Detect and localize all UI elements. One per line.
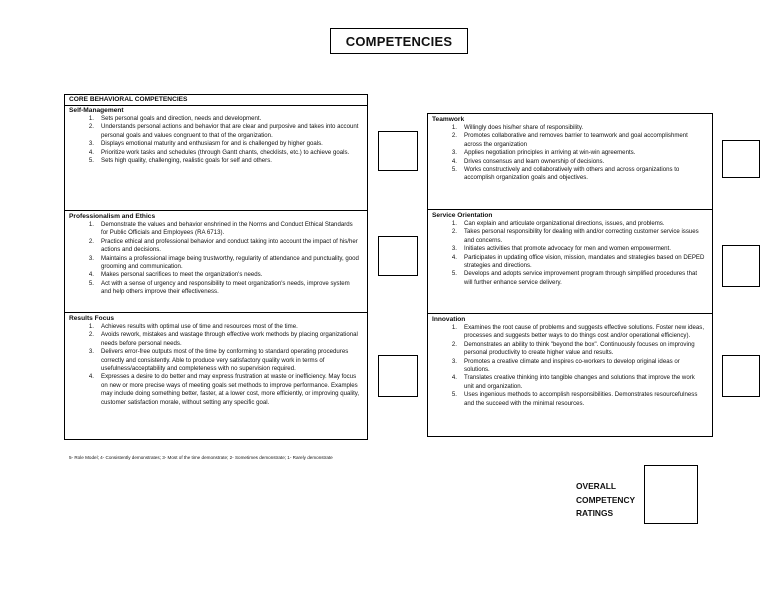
list-item: 2. Practice ethical and professional behavior and conduct taking into account the impact of his/her actions and decisions. bbox=[88, 237, 358, 254]
overall-rating-box[interactable] bbox=[644, 465, 698, 524]
section-self-management bbox=[65, 105, 367, 210]
section-service-orientation bbox=[428, 209, 712, 314]
list-item: 1. Can explain and articulate organizational directions, issues, and problems. bbox=[451, 220, 665, 227]
professionalism-ethics-rating-box[interactable] bbox=[378, 236, 418, 276]
list-item: 1. Sets personal goals and direction, needs and development. bbox=[88, 115, 262, 122]
page-title: COMPETENCIES bbox=[330, 28, 468, 54]
list-item: 4. Participates in updating office vision, mission, mandates and strategies based on DEPED strategies and directions. bbox=[451, 253, 705, 270]
list-item: 5. Sets high quality, challenging, realistic goals for self and others. bbox=[88, 157, 272, 165]
overall-rating-label: OVERALL COMPETENCY RATINGS bbox=[576, 481, 636, 518]
list-item: 4. Translates creative thinking into tangible changes and solutions that improve the work unit and organization. bbox=[451, 374, 695, 390]
list-item: 4. Expresses a desire to do better and may express frustration at waste or inefficiency. May focus on new or more precise ways of meeting goals set methods to improve performance. Examples may include doing something better, faster, at a lower cost, more efficiently, or improving quality, customer satisfaction morale, without setting any specific goal. bbox=[88, 373, 360, 406]
list-item: 5. Act with a sense of urgency and responsibility to meet organization's needs, improve system and help others improve their effectiveness. bbox=[88, 279, 350, 296]
list-item: 3. Promotes a creative climate and inspires co-workers to develop original ideas or solutions. bbox=[451, 357, 680, 374]
list-item: 5. Works constructively and collaboratively with others and across organizations to accomplish organization goals and objectives. bbox=[451, 166, 680, 182]
list-item: 2. Takes personal responsibility for dealing with and/or correcting customer service issues and concerns. bbox=[451, 228, 699, 244]
list-item: 1. Examines the root cause of problems and suggests effective solutions. Foster new ideas, processes and suggests better ways to do things cost and/or operational efficiency). bbox=[451, 324, 705, 340]
list-item: 4. Prioritize work tasks and schedules (through Gantt chants, checklists, etc.) to achieve goals. bbox=[88, 148, 350, 156]
list-item: 3. Delivers error-free outputs most of the time by conforming to standard operating procedures correctly and consistently. Able to produce very satisfactory quality work in terms of usefulness/acceptability and completeness with no supervision required. bbox=[88, 348, 349, 373]
section-results-focus bbox=[65, 312, 367, 440]
list-item: 3. Applies negotiation principles in arriving at win-win agreements. bbox=[451, 149, 636, 157]
section-title: Teamwork bbox=[432, 116, 465, 123]
list-item: 3. Displays emotional maturity and enthusiasm for and is challenged by higher goals. bbox=[88, 140, 323, 148]
section-professionalism-ethics bbox=[65, 210, 367, 313]
section-title: Self-Management bbox=[69, 107, 124, 114]
item-list bbox=[428, 324, 712, 408]
self-management-rating-box[interactable] bbox=[378, 131, 418, 171]
list-item: 5. Develops and adopts service improvement program through simplified procedures that will further enhance service delivery. bbox=[451, 270, 698, 286]
item-list bbox=[65, 323, 367, 407]
list-item: 2. Demonstrates an ability to think "beyond the box". Continuously focuses on improving personal productivity to create higher value and results. bbox=[451, 340, 695, 357]
core-competencies-left-panel bbox=[64, 94, 368, 440]
list-item: 4. Drives consensus and learn ownership of decisions. bbox=[451, 157, 605, 165]
item-list bbox=[65, 115, 367, 165]
list-item: 1. Achieves results with optimal use of time and resources most of the time. bbox=[88, 323, 298, 330]
section-title: Innovation bbox=[432, 316, 466, 323]
core-competencies-header: CORE BEHAVIORAL COMPETENCIES bbox=[65, 95, 367, 106]
list-item: 3. Maintains a professional image being trustworthy, regularity of attendance and punctuality, good grooming and communication. bbox=[88, 254, 359, 271]
section-title: Service Orientation bbox=[432, 212, 493, 219]
section-title: Professionalism and Ethics bbox=[69, 213, 156, 220]
section-teamwork bbox=[428, 114, 712, 209]
item-list bbox=[428, 220, 712, 287]
item-list bbox=[65, 221, 367, 297]
rating-legend: 5- Role Model; 4- Consistently demonstrates; 3- Most of the time demonstrate; 2- Sometimes demonstrate; 1- Rarely demonstrate bbox=[69, 455, 333, 460]
list-item: 3. Initiates activities that promote advocacy for men and women empowerment. bbox=[451, 245, 671, 253]
list-item: 2. Avoids rework, mistakes and wastage through effective work methods by placing organizational needs before personal needs. bbox=[88, 331, 358, 347]
section-title: Results Focus bbox=[69, 315, 115, 322]
list-item: 4. Makes personal sacrifices to meet the organization's needs. bbox=[88, 271, 263, 279]
list-item: 5. Uses ingenious methods to accomplish responsibilities. Demonstrates resourcefulness and the succeed with the minimal resources. bbox=[451, 391, 698, 407]
list-item: 2. Understands personal actions and behavior that are clear and purposive and takes into account personal goals and values congruent to that of the organization. bbox=[88, 123, 359, 139]
core-competencies-right-panel bbox=[427, 113, 713, 437]
service-orientation-rating-box[interactable] bbox=[722, 245, 760, 287]
list-item: 2. Promotes collaborative and removes barrier to teamwork and goal accomplishment across the organization bbox=[451, 132, 688, 148]
item-list bbox=[428, 124, 712, 183]
section-innovation bbox=[428, 313, 712, 437]
list-item: 1. Demonstrate the values and behavior enshrined in the Norms and Conduct Ethical Standards for Public Officials and Employees (RA 6713). bbox=[88, 221, 353, 237]
results-focus-rating-box[interactable] bbox=[378, 355, 418, 397]
list-item: 1. Willingly does his/her share of responsibility. bbox=[451, 124, 584, 131]
innovation-rating-box[interactable] bbox=[722, 355, 760, 397]
teamwork-rating-box[interactable] bbox=[722, 140, 760, 178]
